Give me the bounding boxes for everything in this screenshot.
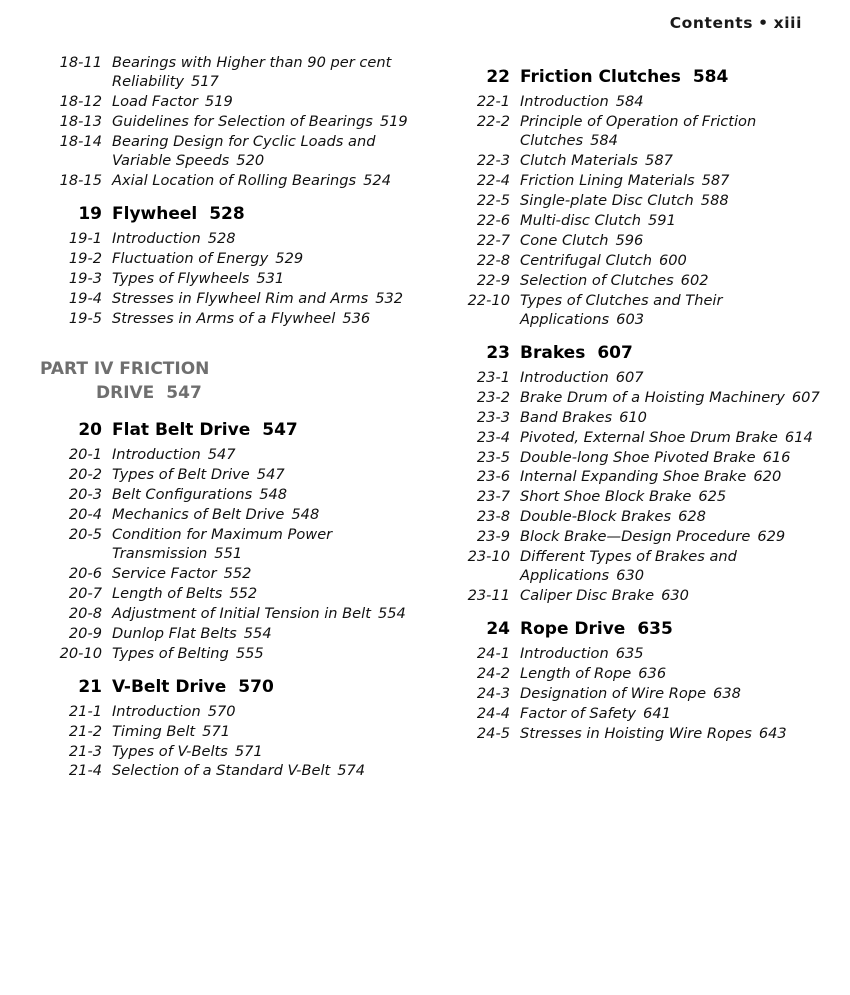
- toc-entry-text: [112, 506, 418, 525]
- toc-entry[interactable]: [448, 449, 826, 468]
- toc-entry-title: Introduction: [112, 229, 201, 247]
- toc-entry-page: 529: [275, 249, 304, 267]
- toc-entry[interactable]: [40, 565, 418, 584]
- toc-entry[interactable]: [448, 685, 826, 704]
- toc-entry-title: Fluctuation of Energy: [112, 249, 269, 267]
- toc-entry[interactable]: [40, 54, 418, 92]
- contents-columns: [40, 54, 820, 782]
- toc-entry-number: 18-15: [59, 171, 102, 189]
- toc-entry-title: Axial Location of Rolling Bearings: [112, 171, 357, 189]
- toc-entry[interactable]: [40, 743, 418, 762]
- toc-entry[interactable]: [448, 705, 826, 724]
- toc-chapter-page: 635: [637, 619, 673, 640]
- toc-chapter-text: [112, 677, 418, 697]
- toc-entry-text: [520, 488, 826, 507]
- toc-entry-text: [520, 272, 826, 291]
- toc-entry-title: Guidelines for Selection of Bearings: [112, 112, 373, 130]
- toc-part-title-line2: [40, 381, 418, 406]
- toc-entry-page: 614: [784, 428, 813, 446]
- toc-chapter-page: 584: [692, 67, 729, 87]
- toc-entry-page: 528: [207, 229, 236, 247]
- toc-entry-number: 22-8: [476, 251, 510, 269]
- toc-entry-text: [520, 152, 826, 171]
- toc-entry-title: Caliper Disc Brake: [520, 587, 655, 605]
- toc-entry-page: 517: [190, 72, 219, 90]
- toc-entry-number: 18-14: [59, 132, 102, 150]
- toc-entry-title: Load Factor: [112, 92, 198, 110]
- toc-entry-number: 24-2: [476, 665, 510, 683]
- toc-entry-number: 20-3: [68, 485, 102, 503]
- toc-chapter-page: 570: [238, 676, 274, 697]
- toc-entry-page: 554: [377, 604, 406, 622]
- toc-chapter-text: [520, 619, 826, 639]
- toc-entry[interactable]: [40, 645, 418, 664]
- toc-entry-title: Different Types of Brakes and Applications: [520, 548, 737, 585]
- toc-entry-number: 22-1: [476, 93, 510, 110]
- toc-entry-page: 555: [235, 644, 264, 662]
- toc-entry-text: [520, 232, 826, 251]
- toc-entry-text: [520, 252, 826, 271]
- toc-entry-text: [520, 645, 826, 664]
- toc-entry-number: 23-7: [476, 488, 510, 506]
- toc-entry-page: 519: [204, 92, 233, 110]
- toc-entry-number: 23-5: [476, 448, 510, 466]
- toc-entry-number: 22-9: [476, 271, 510, 289]
- toc-entry-text: [112, 466, 418, 485]
- toc-entry-number: 24-5: [476, 725, 510, 743]
- toc-chapter-text: [112, 420, 418, 440]
- toc-entry-title: Introduction: [520, 645, 609, 663]
- toc-entry-number: 22-10: [467, 291, 510, 309]
- toc-entry-title: Clutch Materials: [520, 151, 639, 169]
- toc-entry-title: Timing Belt: [112, 722, 196, 740]
- toc-entry-text: [112, 93, 418, 112]
- toc-entry-page: 607: [791, 388, 820, 406]
- toc-entry-title: Short Shoe Block Brake: [520, 488, 692, 506]
- toc-entry-text: [112, 172, 418, 191]
- toc-entry[interactable]: [40, 585, 418, 604]
- toc-entry-title: Bearing Design for Cyclic Loads and Variable Speeds: [112, 132, 376, 169]
- toc-entry-number: 20-2: [68, 465, 102, 483]
- left-column: [40, 54, 418, 782]
- toc-entry-title: Centrifugal Clutch: [520, 251, 652, 269]
- toc-entry-number: 23-6: [476, 468, 510, 486]
- toc-entry-number: 19-4: [68, 289, 102, 307]
- toc-entry[interactable]: [448, 369, 826, 388]
- toc-entry[interactable]: [448, 468, 826, 487]
- toc-entry-text: [112, 310, 418, 329]
- toc-chapter-number: 20: [78, 419, 102, 440]
- toc-chapter-page: 607: [597, 342, 633, 363]
- toc-entry-title: Introduction: [520, 93, 609, 110]
- toc-entry-number: 20-5: [68, 525, 102, 543]
- toc-chapter-heading[interactable]: [448, 619, 826, 639]
- toc-entry-number: 21-3: [68, 742, 102, 760]
- toc-entry[interactable]: [448, 272, 826, 291]
- toc-entry-number: 20-7: [68, 584, 102, 602]
- toc-entry-title: Factor of Safety: [520, 705, 637, 723]
- page-header: [40, 14, 810, 32]
- toc-chapter-number: 21: [78, 676, 102, 697]
- toc-entry-title: Internal Expanding Shoe Brake: [520, 468, 747, 486]
- toc-entry-text: [520, 409, 826, 428]
- toc-entry-text: [520, 705, 826, 724]
- toc-entry-text: [520, 725, 826, 744]
- toc-entry-number: 20-8: [68, 604, 102, 622]
- toc-entry-text: [112, 526, 418, 564]
- toc-entry-number: 20-4: [68, 505, 102, 523]
- toc-entry-title: Multi-disc Clutch: [520, 211, 642, 229]
- toc-entry-title: Types of Clutches and Their Applications: [520, 291, 723, 328]
- toc-entry-title: Designation of Wire Rope: [520, 685, 707, 703]
- toc-entry-page: 536: [342, 309, 371, 327]
- toc-entry-number: 19-3: [68, 269, 102, 287]
- toc-entry-number: 22-2: [476, 112, 510, 130]
- toc-entry-title: Introduction: [520, 368, 609, 386]
- toc-entry-title: Adjustment of Initial Tension in Belt: [112, 604, 371, 622]
- toc-entry-page: 570: [207, 702, 236, 720]
- toc-entry-title: Brake Drum of a Hoisting Machinery: [520, 388, 785, 406]
- toc-entry-number: 23-10: [467, 548, 510, 566]
- toc-part-title-text: DRIVE: [96, 383, 155, 404]
- toc-entry-text: [520, 548, 826, 586]
- toc-entry-text: [520, 587, 826, 606]
- toc-chapter-page: 528: [209, 203, 245, 224]
- toc-entry-page: 636: [638, 665, 667, 683]
- toc-entry-number: 19-1: [68, 229, 102, 247]
- toc-entry-text: [112, 703, 418, 722]
- toc-entry-page: 524: [363, 171, 391, 189]
- toc-entry-page: 616: [762, 448, 791, 466]
- header-label: Contents: [669, 14, 754, 32]
- toc-entry[interactable]: [448, 252, 826, 271]
- toc-entry-text: [112, 486, 418, 505]
- toc-chapter-text: [520, 343, 826, 363]
- toc-entry-number: 18-13: [59, 112, 102, 130]
- toc-entry-title: Stresses in Flywheel Rim and Arms: [112, 289, 369, 307]
- toc-entry-page: 584: [615, 93, 644, 110]
- toc-entry-number: 24-3: [476, 685, 510, 703]
- toc-entry[interactable]: [40, 762, 418, 781]
- toc-entry[interactable]: [448, 292, 826, 330]
- toc-entry-text: [112, 230, 418, 249]
- toc-entry[interactable]: [448, 212, 826, 231]
- toc-entry[interactable]: [448, 508, 826, 527]
- toc-entry-number: 20-1: [68, 445, 102, 463]
- toc-entry-page: 552: [229, 584, 258, 602]
- toc-entry-text: [112, 605, 418, 624]
- toc-entry-number: 19-2: [68, 249, 102, 267]
- toc-entry-number: 21-4: [68, 762, 102, 780]
- toc-entry[interactable]: [40, 506, 418, 525]
- toc-entry[interactable]: [40, 250, 418, 269]
- toc-entry-number: 24-1: [476, 645, 510, 663]
- toc-entry-number: 23-2: [476, 388, 510, 406]
- page-number: xiii: [773, 14, 802, 32]
- toc-entry-page: 548: [291, 505, 320, 523]
- toc-entry[interactable]: [448, 192, 826, 211]
- toc-entry-text: [520, 449, 826, 468]
- toc-chapter-number: 23: [486, 342, 510, 363]
- toc-entry-text: [112, 565, 418, 584]
- toc-chapter-title: Brakes: [520, 342, 586, 363]
- toc-entry-page: 587: [701, 171, 730, 189]
- toc-entry-number: 20-6: [68, 564, 102, 582]
- toc-entry-number: 19-5: [68, 309, 102, 327]
- toc-entry[interactable]: [40, 113, 418, 132]
- toc-entry-title: Double-Block Brakes: [520, 508, 672, 526]
- toc-entry-text: [112, 762, 418, 781]
- toc-entry-number: 23-3: [476, 408, 510, 426]
- toc-entry-text: [520, 292, 826, 330]
- toc-entry-text: [112, 250, 418, 269]
- toc-entry-number: 23-8: [476, 508, 510, 526]
- toc-part-title-line1: PART IV FRICTION: [40, 358, 210, 379]
- toc-entry-page: 635: [615, 645, 644, 663]
- toc-entry-page: 602: [680, 271, 709, 289]
- toc-entry-title: Belt Configurations: [112, 485, 253, 503]
- toc-entry-page: 620: [753, 468, 782, 486]
- toc-entry-page: 596: [615, 231, 644, 249]
- toc-entry-number: 22-3: [476, 151, 510, 169]
- toc-entry-title: Pivoted, External Shoe Drum Brake: [520, 428, 778, 446]
- toc-chapter-title: Flywheel: [112, 203, 198, 224]
- toc-entry-page: 571: [234, 742, 263, 760]
- toc-entry-text: [112, 113, 418, 132]
- toc-entry-title: Types of V-Belts: [112, 742, 228, 760]
- toc-entry-title: Length of Rope: [520, 665, 632, 683]
- toc-entry-number: 22-6: [476, 211, 510, 229]
- toc-entry-page: 625: [698, 488, 727, 506]
- toc-entry[interactable]: [40, 290, 418, 309]
- toc-entry-title: Types of Flywheels: [112, 269, 250, 287]
- toc-entry-page: 643: [758, 725, 787, 743]
- toc-entry[interactable]: [40, 703, 418, 722]
- toc-entry-number: 21-2: [68, 722, 102, 740]
- toc-part-heading[interactable]: [40, 357, 418, 406]
- toc-entry[interactable]: [448, 409, 826, 428]
- toc-entry[interactable]: [448, 488, 826, 507]
- toc-entry[interactable]: [448, 93, 826, 112]
- toc-entry-number: 23-11: [467, 587, 510, 605]
- toc-chapter-heading[interactable]: [448, 67, 826, 87]
- toc-entry[interactable]: [448, 548, 826, 586]
- toc-entry-page: 630: [616, 567, 645, 585]
- toc-chapter-number: 22: [486, 67, 510, 87]
- toc-entry-text: [112, 54, 418, 92]
- toc-entry-page: 610: [619, 408, 647, 426]
- toc-chapter-number: 19: [78, 203, 102, 224]
- toc-entry-number: 22-5: [476, 191, 510, 209]
- toc-entry-page: 551: [214, 544, 243, 562]
- toc-entry-text: [520, 528, 826, 547]
- toc-entry-page: 591: [648, 211, 676, 229]
- toc-entry-title: Cone Clutch: [520, 231, 609, 249]
- toc-entry-title: Stresses in Arms of a Flywheel: [112, 309, 336, 327]
- toc-part-page: 547: [166, 383, 202, 404]
- toc-chapter-title: V-Belt Drive: [112, 676, 227, 697]
- toc-entry-title: Introduction: [112, 445, 201, 463]
- toc-entry-page: 584: [590, 131, 618, 149]
- toc-entry-text: [112, 743, 418, 762]
- toc-entry-page: 603: [616, 310, 645, 328]
- toc-entry-title: Length of Belts: [112, 584, 223, 602]
- toc-entry-text: [520, 369, 826, 388]
- toc-entry-page: 629: [757, 528, 786, 546]
- toc-entry-title: Condition for Maximum Power Transmission: [112, 525, 333, 562]
- toc-entry-text: [520, 212, 826, 231]
- toc-entry-text: [520, 192, 826, 211]
- toc-entry[interactable]: [40, 625, 418, 644]
- toc-entry[interactable]: [40, 230, 418, 249]
- toc-entry-page: 519: [379, 112, 408, 130]
- toc-entry-number: 20-9: [68, 624, 102, 642]
- toc-entry[interactable]: [40, 310, 418, 329]
- toc-entry-page: 588: [700, 191, 729, 209]
- toc-entry[interactable]: [448, 389, 826, 408]
- toc-entry-title: Band Brakes: [520, 408, 613, 426]
- toc-entry-title: Bearings with Higher than 90 per cent Reliability: [112, 54, 392, 90]
- toc-entry-page: 628: [678, 508, 706, 526]
- toc-entry-number: 23-4: [476, 428, 510, 446]
- toc-entry[interactable]: [40, 486, 418, 505]
- toc-entry-title: Dunlop Flat Belts: [112, 624, 237, 642]
- toc-chapter-title: Flat Belt Drive: [112, 419, 251, 440]
- toc-entry-number: 22-7: [476, 231, 510, 249]
- toc-entry-title: Friction Lining Materials: [520, 171, 695, 189]
- toc-chapter-text: [112, 204, 418, 224]
- toc-chapter-number: 24: [486, 619, 510, 640]
- toc-entry-page: 520: [236, 151, 265, 169]
- toc-entry-title: Stresses in Hoisting Wire Ropes: [520, 725, 752, 743]
- toc-entry-text: [520, 113, 826, 151]
- toc-entry-text: [112, 723, 418, 742]
- toc-entry[interactable]: [40, 270, 418, 289]
- toc-entry-title: Double-long Shoe Pivoted Brake: [520, 448, 756, 466]
- toc-entry[interactable]: [40, 466, 418, 485]
- toc-entry[interactable]: [448, 232, 826, 251]
- toc-entry-text: [520, 429, 826, 448]
- toc-entry[interactable]: [40, 133, 418, 171]
- toc-chapter-heading[interactable]: [40, 677, 418, 697]
- toc-entry-number: 18-11: [59, 54, 102, 71]
- toc-entry-text: [112, 446, 418, 465]
- toc-entry-title: Block Brake—Design Procedure: [520, 528, 751, 546]
- toc-entry-page: 607: [615, 368, 644, 386]
- toc-entry-page: 547: [207, 445, 236, 463]
- toc-entry-title: Mechanics of Belt Drive: [112, 505, 285, 523]
- toc-entry-text: [520, 93, 826, 112]
- toc-entry[interactable]: [448, 725, 826, 744]
- toc-entry[interactable]: [448, 645, 826, 664]
- toc-entry-number: 23-1: [476, 368, 510, 386]
- toc-entry-page: 571: [202, 722, 231, 740]
- toc-entry[interactable]: [448, 429, 826, 448]
- toc-entry-page: 531: [256, 269, 285, 287]
- toc-entry-number: 21-1: [68, 702, 102, 720]
- toc-chapter-heading[interactable]: [40, 204, 418, 224]
- toc-entry[interactable]: [448, 587, 826, 606]
- toc-entry-page: 574: [337, 762, 366, 780]
- toc-entry-text: [112, 133, 418, 171]
- toc-entry[interactable]: [448, 665, 826, 684]
- toc-entry-title: Principle of Operation of Friction Clutches: [520, 112, 757, 149]
- header-separator: •: [758, 14, 769, 32]
- toc-entry-text: [112, 625, 418, 644]
- toc-entry-page: 587: [645, 151, 673, 169]
- toc-entry[interactable]: [40, 526, 418, 564]
- toc-entry-title: Types of Belt Drive: [112, 465, 250, 483]
- toc-entry-page: 641: [643, 705, 671, 723]
- toc-entry-title: Introduction: [112, 702, 201, 720]
- toc-entry-title: Selection of Clutches: [520, 271, 674, 289]
- toc-entry[interactable]: [40, 93, 418, 112]
- toc-entry-title: Types of Belting: [112, 644, 229, 662]
- toc-entry-number: 22-4: [476, 171, 510, 189]
- toc-entry-text: [112, 290, 418, 309]
- toc-entry-text: [520, 389, 826, 408]
- toc-chapter-title: Friction Clutches: [520, 67, 681, 87]
- toc-entry-page: 552: [223, 564, 252, 582]
- toc-entry-page: 532: [375, 289, 404, 307]
- toc-entry-number: 23-9: [476, 528, 510, 546]
- toc-entry-page: 600: [658, 251, 687, 269]
- toc-entry-text: [112, 270, 418, 289]
- toc-entry-title: Single-plate Disc Clutch: [520, 191, 694, 209]
- toc-entry-number: 18-12: [59, 92, 102, 110]
- toc-chapter-text: [520, 67, 826, 87]
- toc-entry-page: 554: [243, 624, 272, 642]
- toc-entry-page: 638: [713, 685, 741, 703]
- toc-entry[interactable]: [40, 605, 418, 624]
- toc-entry-text: [520, 172, 826, 191]
- toc-entry-number: 24-4: [476, 705, 510, 723]
- toc-chapter-heading[interactable]: [448, 343, 826, 363]
- toc-chapter-title: Rope Drive: [520, 619, 626, 640]
- toc-entry[interactable]: [40, 172, 418, 191]
- toc-entry-page: 547: [256, 465, 285, 483]
- toc-entry-text: [520, 468, 826, 487]
- toc-entry-text: [520, 685, 826, 704]
- toc-entry-title: Selection of a Standard V-Belt: [112, 762, 331, 780]
- toc-entry-page: 630: [661, 587, 689, 605]
- toc-entry-text: [112, 645, 418, 664]
- toc-entry-text: [520, 665, 826, 684]
- right-column: [448, 54, 826, 745]
- toc-entry[interactable]: [448, 152, 826, 171]
- toc-chapter-page: 547: [262, 419, 298, 440]
- toc-entry-title: Service Factor: [112, 564, 217, 582]
- toc-entry[interactable]: [448, 113, 826, 151]
- toc-entry-number: 20-10: [59, 644, 102, 662]
- toc-entry-text: [112, 585, 418, 604]
- toc-chapter-heading[interactable]: [40, 420, 418, 440]
- toc-entry[interactable]: [448, 172, 826, 191]
- toc-entry[interactable]: [40, 446, 418, 465]
- toc-entry-text: [520, 508, 826, 527]
- toc-entry-page: 548: [259, 485, 288, 503]
- toc-entry[interactable]: [40, 723, 418, 742]
- toc-entry[interactable]: [448, 528, 826, 547]
